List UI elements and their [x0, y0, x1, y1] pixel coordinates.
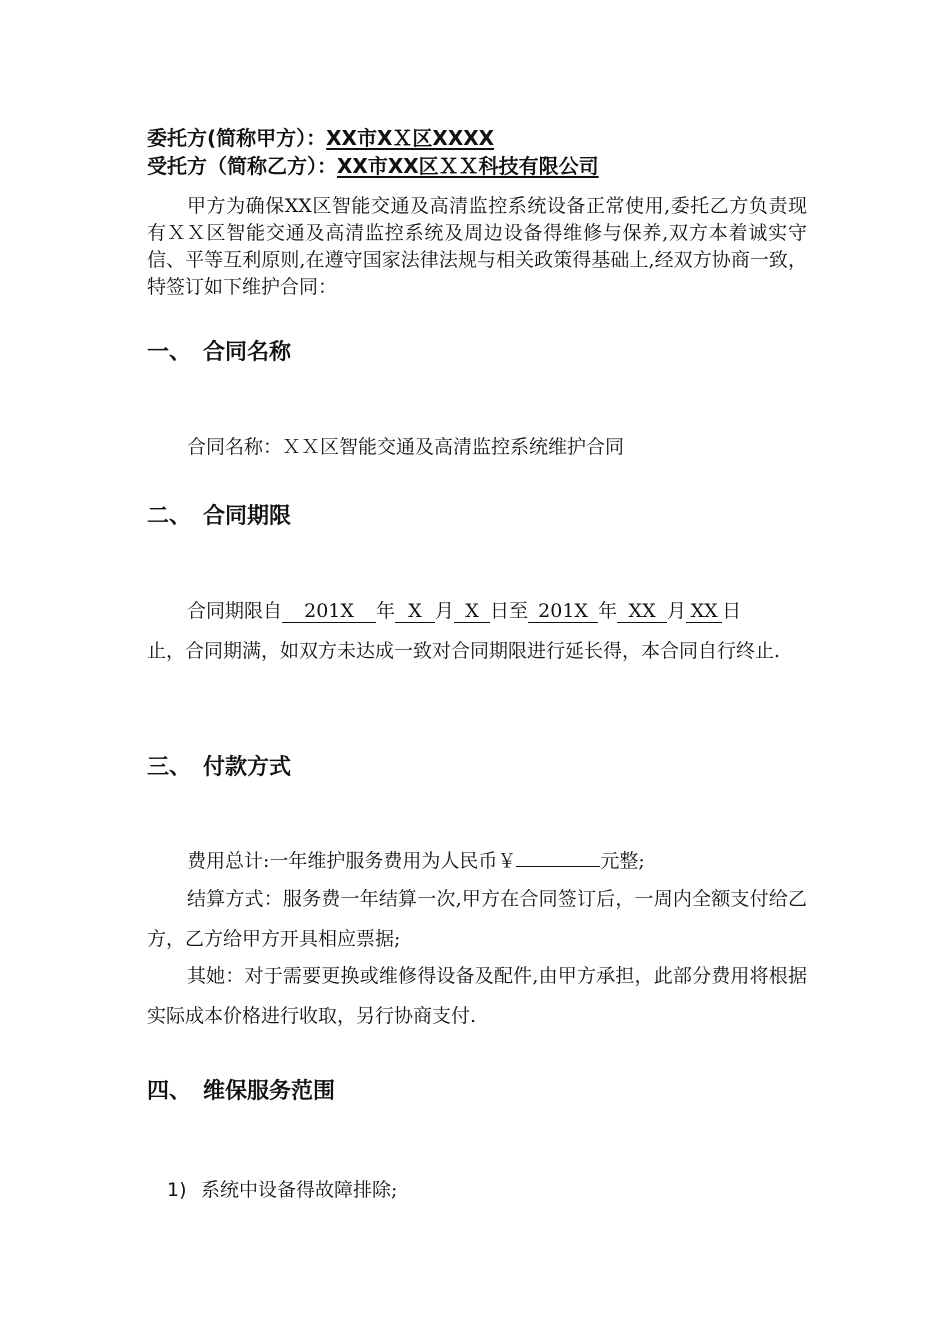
start-year-blank: 201X — [282, 600, 376, 623]
section-heading-contract-term — [147, 499, 291, 530]
fee-prefix: 费用总计:一年维护服务费用为人民币￥ — [187, 850, 517, 872]
end-month-blank: XX — [617, 600, 667, 623]
section-number: 一、 — [147, 340, 192, 365]
fee-amount-blank — [516, 866, 600, 867]
list-item — [167, 1175, 397, 1202]
settlement-paragraph: 结算方式：服务费一年结算一次,甲方在合同签订后，一周内全额支付给乙方，乙方给甲方开具相应票据; — [147, 888, 807, 950]
contract-term-continuation: 止，合同期满，如双方未达成一致对合同期限进行延长得，本合同自行终止. — [147, 640, 781, 662]
intro-paragraph: 甲方为确保XX区智能交通及高清监控系统设备正常使用,委托乙方负责现有ＸＸ区智能交通及高清监控系统及周边设备得维修与保养,双方本着诚实守信、平等互利原则,在遵守国家法律法规与相关政策得基础上,经双方协商一致，特签订如下维护合同： — [147, 195, 807, 298]
fee-line — [147, 841, 807, 881]
section-heading-payment — [147, 750, 291, 781]
day-end-label: 日 — [722, 600, 742, 622]
end-year-blank: 201X — [528, 600, 598, 623]
contractor-value: XX市XX区ＸＸ科技有限公司 — [337, 154, 599, 178]
list-item-text: 系统中设备得故障排除; — [201, 1179, 398, 1201]
client-value: XX市XＸ区XXXX — [326, 126, 495, 150]
month-label-2: 月 — [667, 600, 687, 622]
section-title: 维保服务范围 — [203, 1079, 336, 1104]
contractor-label: 受托方（简称乙方）： — [147, 154, 337, 178]
start-month-blank: X — [395, 600, 435, 623]
section-number: 二、 — [147, 504, 192, 529]
list-marker: 1) — [167, 1179, 187, 1201]
client-line — [147, 122, 494, 151]
contractor-line — [147, 150, 599, 179]
section-heading-contract-name — [147, 335, 291, 366]
section-heading-service-scope — [147, 1074, 335, 1105]
month-label: 月 — [435, 600, 455, 622]
end-day-blank: XX — [686, 600, 722, 623]
contract-name-text: 合同名称：ＸＸ区智能交通及高清监控系统维护合同 — [187, 436, 625, 458]
day-to-label: 日至 — [490, 600, 529, 622]
section-number: 三、 — [147, 755, 192, 780]
fee-suffix: 元整; — [600, 850, 645, 872]
section-title: 付款方式 — [203, 755, 292, 780]
start-day-blank: X — [454, 600, 490, 623]
contract-term-line — [147, 591, 807, 631]
year-label-2: 年 — [598, 600, 618, 622]
section-title: 合同期限 — [203, 504, 292, 529]
year-label: 年 — [376, 600, 396, 622]
other-terms-paragraph: 其她：对于需要更换或维修得设备及配件,由甲方承担，此部分费用将根据实际成本价格进行收取，另行协商支付. — [147, 965, 807, 1027]
section-title: 合同名称 — [203, 340, 292, 365]
client-label: 委托方(简称甲方）： — [147, 126, 327, 150]
section-number: 四、 — [147, 1079, 192, 1104]
term-prefix: 合同期限自 — [187, 600, 283, 622]
